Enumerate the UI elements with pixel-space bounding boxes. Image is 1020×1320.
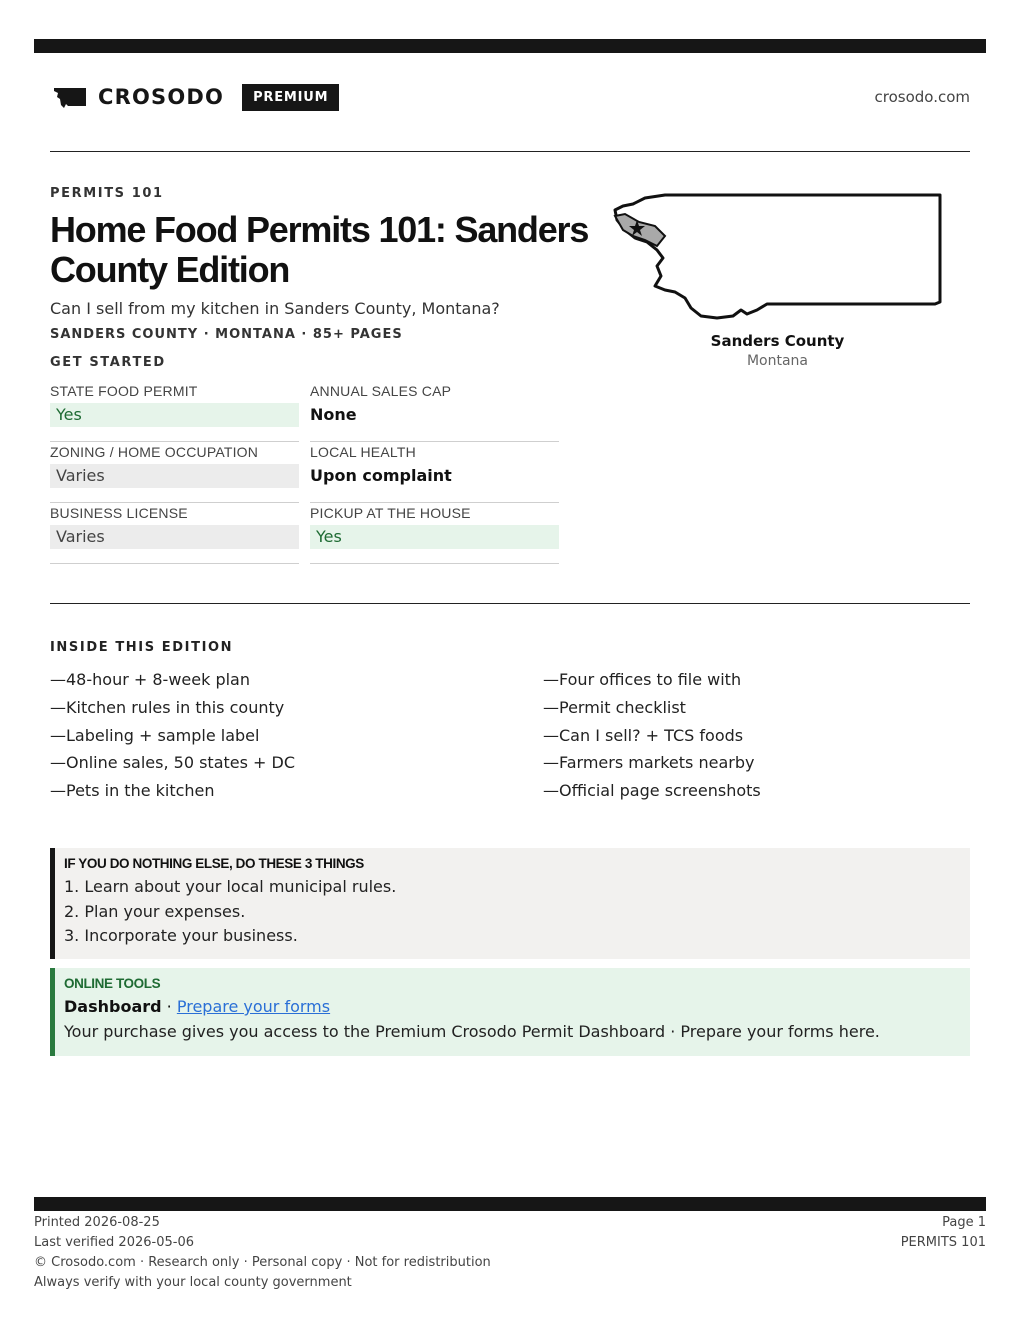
- page-subtitle: Can I sell from my kitchen in Sanders County, Montana?: [50, 299, 500, 318]
- header-divider: [50, 151, 970, 152]
- footer-copyright: © Crosodo.com · Research only · Personal copy · Not for redistribution: [34, 1255, 491, 1270]
- page-title: Home Food Permits 101: Sanders County Edition: [50, 209, 589, 290]
- fact-value: None: [310, 405, 357, 424]
- toc-item: —Kitchen rules in this county: [50, 697, 285, 717]
- callout-item: 3. Incorporate your business.: [64, 926, 298, 945]
- premium-badge: PREMIUM: [242, 84, 339, 111]
- footer-section: PERMITS 101: [900, 1235, 986, 1250]
- prepare-forms-link[interactable]: Prepare your forms: [176, 997, 331, 1016]
- separator: ·: [161, 997, 177, 1016]
- callout-list: [64, 875, 970, 949]
- montana-state-outline: [615, 195, 940, 318]
- kicker: PERMITS 101: [50, 186, 164, 201]
- montana-state-silhouette-icon: [50, 84, 90, 110]
- toc-column-left: [50, 666, 295, 805]
- callout-item: 1. Learn about your local municipal rules.: [64, 877, 397, 896]
- fact-pickup-at-the-house: [310, 503, 559, 564]
- section-divider: [50, 603, 970, 604]
- fact-business-license: [50, 503, 299, 564]
- bottom-rule-bar: [34, 1197, 986, 1211]
- tools-links-line: [64, 997, 970, 1016]
- fact-value: Yes: [50, 403, 299, 427]
- permit-facts-grid: [50, 381, 559, 564]
- online-tools-panel: [50, 968, 970, 1056]
- fact-label: BUSINESS LICENSE: [50, 505, 188, 521]
- edition-meta: SANDERS COUNTY · MONTANA · 85+ PAGES: [50, 327, 403, 342]
- tools-title: ONLINE TOOLS: [64, 976, 161, 991]
- footer-right: [901, 1213, 986, 1253]
- tools-description: Your purchase gives you access to the Premium Crosodo Permit Dashboard · Prepare your forms here.: [64, 1022, 880, 1041]
- fact-annual-sales-cap: [310, 381, 559, 442]
- fact-label: ZONING / HOME OCCUPATION: [50, 444, 259, 460]
- toc-item: —Can I sell? + TCS foods: [543, 725, 744, 745]
- map-state-name: Montana: [746, 353, 809, 369]
- toc-item: —Labeling + sample label: [50, 725, 260, 745]
- toc-item: —Farmers markets nearby: [543, 753, 755, 773]
- map-county-name: Sanders County: [710, 332, 845, 350]
- callout-item: 2. Plan your expenses.: [64, 901, 246, 921]
- footer-verified-date: Last verified 2026-05-06: [34, 1235, 194, 1250]
- fact-label: PICKUP AT THE HOUSE: [310, 505, 471, 521]
- toc-column-right: [543, 666, 761, 805]
- fact-state-food-permit: [50, 381, 299, 442]
- toc-item: —Permit checklist: [543, 697, 686, 717]
- toc-item: —Official page screenshots: [543, 781, 761, 801]
- toc-item: —Four offices to file with: [543, 670, 742, 689]
- footer-disclaimer: Always verify with your local county government: [34, 1275, 352, 1290]
- fact-label: STATE FOOD PERMIT: [50, 383, 198, 399]
- fact-local-health: [310, 442, 559, 503]
- toc-item: —48-hour + 8-week plan: [50, 670, 250, 689]
- toc-item: —Pets in the kitchen: [50, 781, 215, 801]
- fact-value: Varies: [50, 464, 299, 488]
- brand-name: CROSODO: [98, 85, 225, 109]
- fact-value: Upon complaint: [310, 466, 452, 485]
- fact-label: ANNUAL SALES CAP: [310, 383, 452, 399]
- footer-left: [34, 1213, 491, 1293]
- top-rule-bar: [34, 39, 986, 53]
- fact-label: LOCAL HEALTH: [310, 444, 416, 460]
- page-header: [50, 82, 970, 112]
- toc-item: —Online sales, 50 states + DC: [50, 753, 296, 773]
- callout-title: IF YOU DO NOTHING ELSE, DO THESE 3 THINGS: [64, 856, 364, 871]
- footer-printed-date: Printed 2026-08-25: [34, 1215, 160, 1230]
- brand[interactable]: [50, 82, 339, 112]
- dashboard-label: Dashboard: [64, 997, 162, 1016]
- fact-value: Varies: [50, 525, 299, 549]
- fact-value: Yes: [310, 525, 559, 549]
- site-url-link[interactable]: crosodo.com: [874, 88, 970, 106]
- footer-page-number: Page 1: [942, 1215, 986, 1230]
- inside-edition-title: INSIDE THIS EDITION: [50, 640, 234, 655]
- montana-county-locator-map: [605, 186, 950, 326]
- three-things-callout: [50, 848, 970, 959]
- fact-zoning-home-occupation: [50, 442, 299, 503]
- section-label-get-started: GET STARTED: [50, 355, 166, 370]
